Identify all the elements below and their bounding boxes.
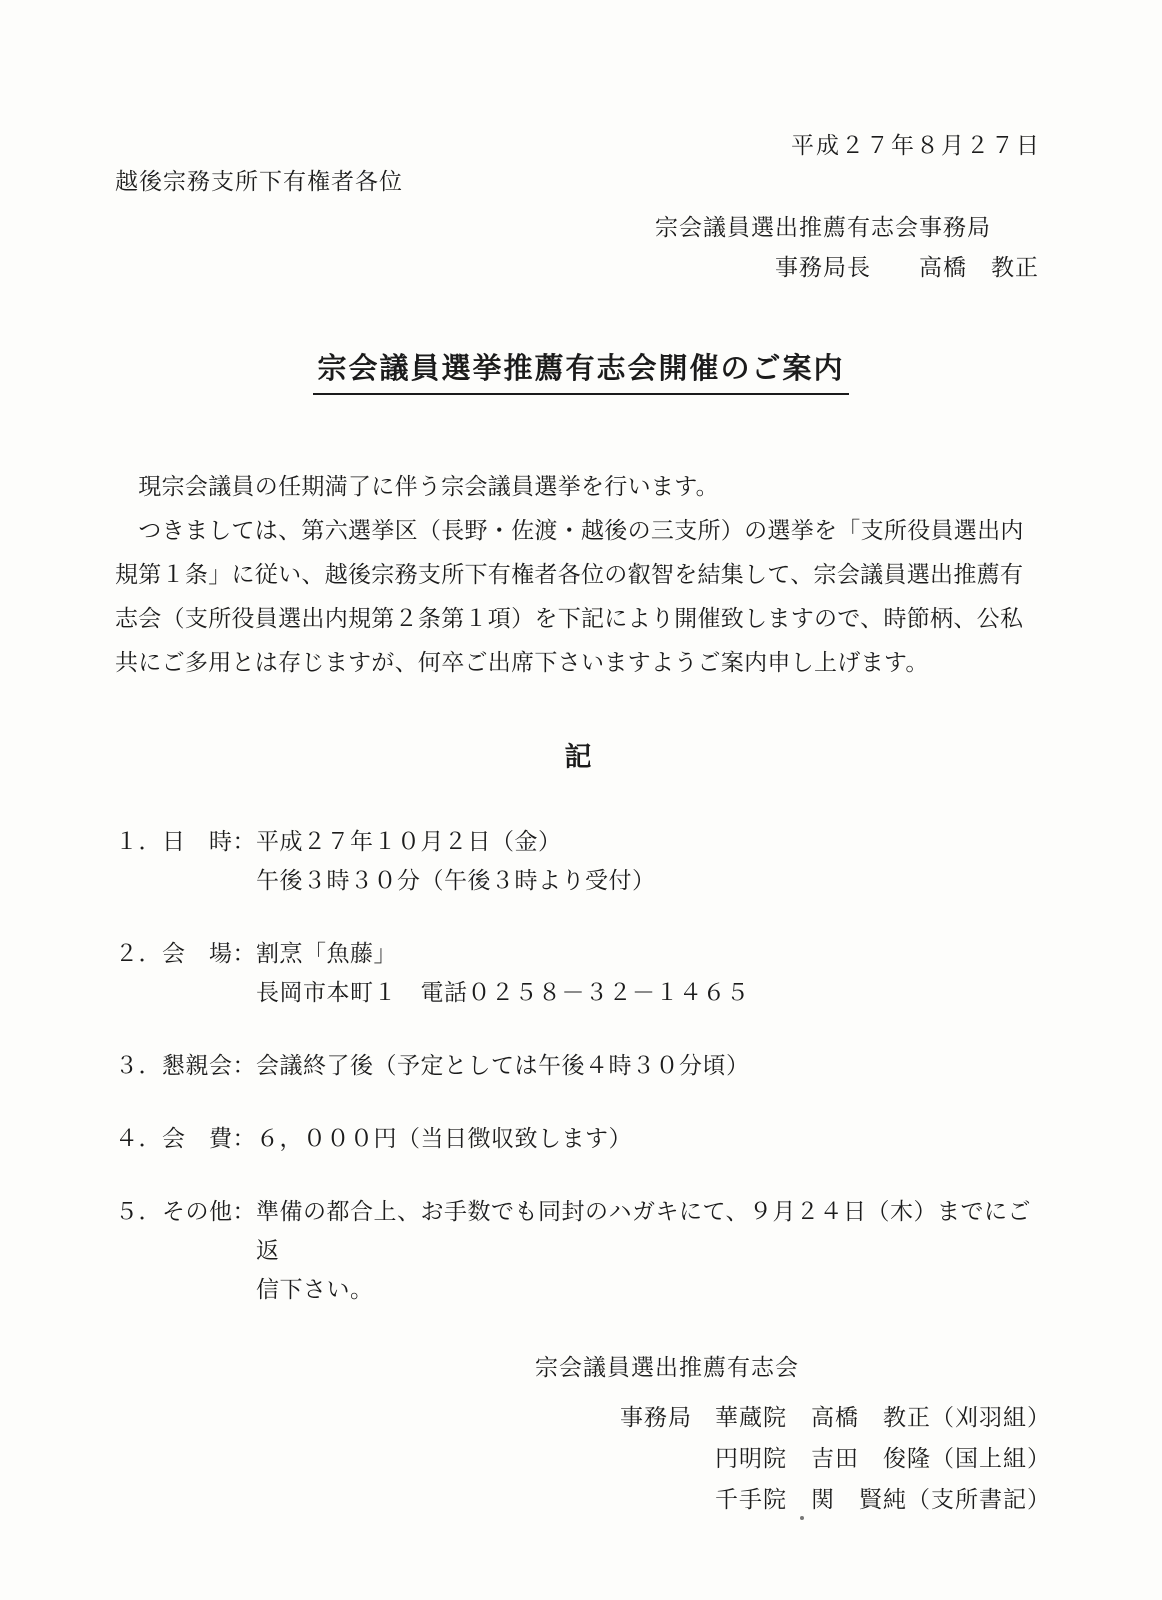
item-fee-label: ４．会 費： bbox=[115, 1126, 256, 1151]
title-container bbox=[115, 346, 1047, 395]
document-date: 平成２７年８月２７日 bbox=[791, 133, 1041, 158]
item-line: ６，０００円（当日徴収致します） bbox=[256, 1126, 632, 1151]
scan-artifact-dot bbox=[800, 1516, 804, 1520]
signature-organization: 宗会議員選出推薦有志会 bbox=[535, 1355, 799, 1380]
document-title: 宗会議員選挙推薦有志会開催のご案内 bbox=[313, 346, 848, 395]
signature-member: 千手院 関 賢純（支所書記） bbox=[715, 1487, 1051, 1512]
item-line: 信下さい。 bbox=[256, 1277, 374, 1302]
item-line: 平成２７年１０月２日（金） bbox=[256, 829, 562, 854]
signature-member: 円明院 吉田 俊隆（国上組） bbox=[715, 1446, 1051, 1471]
signature-member: 華蔵院 高橋 教正（刈羽組） bbox=[715, 1405, 1051, 1430]
item-social-gathering-label: ３．懇親会： bbox=[115, 1053, 256, 1078]
sender-organization: 宗会議員選出推薦有志会事務局 bbox=[655, 215, 991, 240]
item-venue bbox=[115, 934, 1047, 1012]
item-other bbox=[115, 1192, 1047, 1309]
item-other-content bbox=[256, 1192, 1047, 1309]
item-line: 割烹「魚藤」 bbox=[256, 941, 397, 966]
item-line: 長岡市本町１ 電話０２５８－３２－１４６５ bbox=[256, 980, 750, 1005]
sender-person: 事務局長 高橋 教正 bbox=[775, 255, 1039, 280]
item-fee bbox=[115, 1119, 1047, 1158]
item-social-gathering-content bbox=[256, 1046, 1047, 1085]
item-fee-content bbox=[256, 1119, 1047, 1158]
body-paragraph-2: つきましては、第六選挙区（長野・佐渡・越後の三支所）の選挙を「支所役員選出内規第１条」に従い、越後宗務支所下有権者各位の叡智を結集して、宗会議員選出推薦有志会（支所役員選出内規第２条第１項）を下記により開催致しますので、時節柄、公私共にご多用とは存じますが、何卒ご出席下さいますようご案内申し上げます。 bbox=[115, 518, 1024, 675]
item-social-gathering bbox=[115, 1046, 1047, 1085]
item-list bbox=[115, 822, 1047, 1309]
signature-members-block bbox=[620, 1397, 1051, 1520]
signature-role: 事務局 bbox=[620, 1405, 692, 1430]
record-marker: 記 bbox=[564, 742, 598, 772]
item-datetime-label: １．日 時： bbox=[115, 829, 256, 854]
recipient: 越後宗務支所下有権者各位 bbox=[115, 169, 403, 194]
signature-members bbox=[715, 1397, 1051, 1520]
item-line: 会議終了後（予定としては午後４時３０分頃） bbox=[256, 1053, 750, 1078]
body-paragraph-1: 現宗会議員の任期満了に伴う宗会議員選挙を行います。 bbox=[115, 474, 719, 499]
signature-block bbox=[115, 1351, 1051, 1520]
item-venue-label: ２．会 場： bbox=[115, 941, 256, 966]
item-other-label: ５．その他： bbox=[115, 1199, 256, 1224]
item-venue-content bbox=[256, 934, 1047, 1012]
item-line: 午後３時３０分（午後３時より受付） bbox=[256, 868, 656, 893]
item-line: 準備の都合上、お手数でも同封のハガキにて、９月２４日（木）までにご返 bbox=[256, 1199, 1032, 1263]
body-text bbox=[115, 465, 1045, 685]
item-datetime bbox=[115, 822, 1047, 900]
item-datetime-content bbox=[256, 822, 1047, 900]
